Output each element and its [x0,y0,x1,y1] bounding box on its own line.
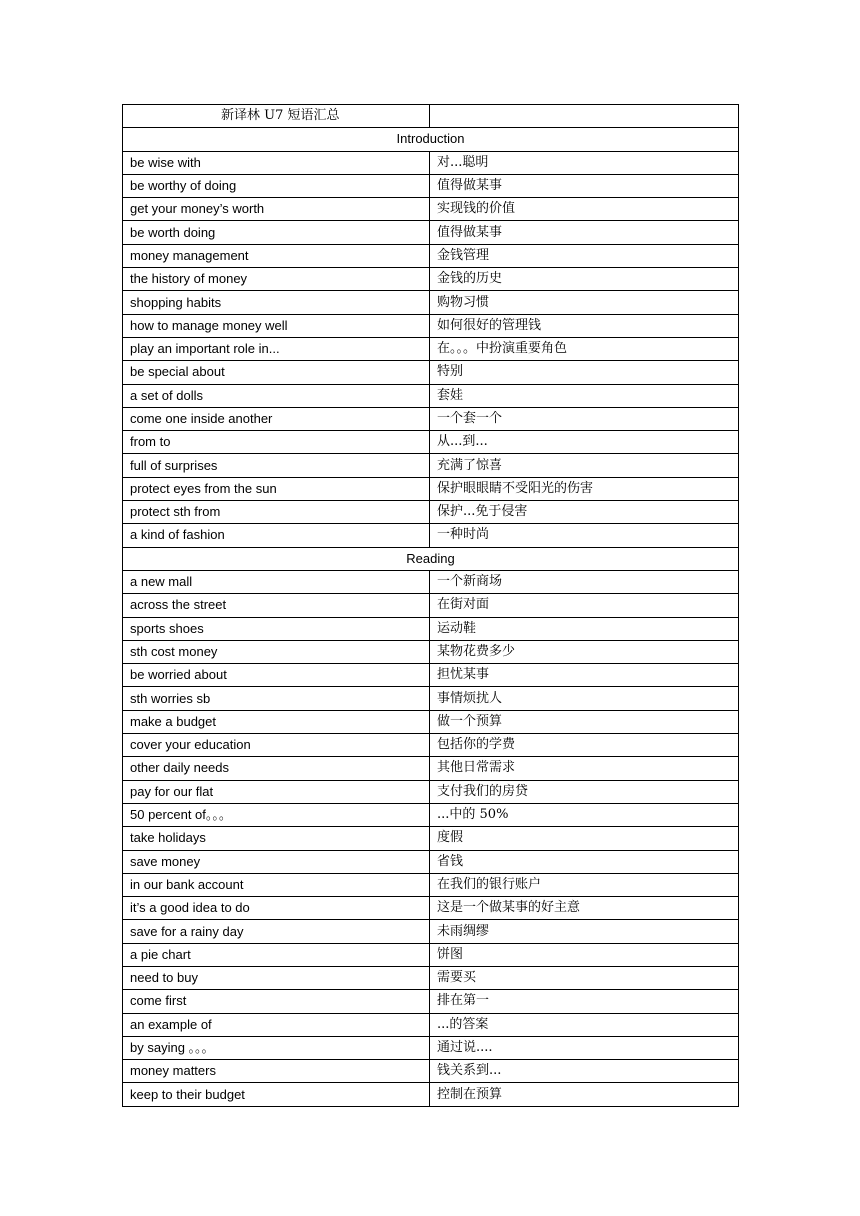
table-row [123,384,739,407]
english-phrase: money management [123,244,430,267]
chinese-meaning: 一个新商场 [430,570,739,593]
chinese-meaning: 通过说.... [430,1036,739,1059]
table-row [123,570,739,593]
table-title: 新译林 U7 短语汇总 [123,105,430,128]
table-row [123,780,739,803]
english-phrase: a pie chart [123,943,430,966]
chinese-meaning: 包括你的学费 [430,734,739,757]
english-phrase: save for a rainy day [123,920,430,943]
chinese-meaning: ...的答案 [430,1013,739,1036]
table-title-right [430,105,739,128]
english-phrase: be worried about [123,664,430,687]
table-row [123,174,739,197]
english-phrase: be worth doing [123,221,430,244]
english-phrase: get your money’s worth [123,198,430,221]
chinese-meaning: 担忧某事 [430,664,739,687]
chinese-meaning: 套娃 [430,384,739,407]
table-row [123,221,739,244]
table-row [123,1083,739,1106]
chinese-meaning: 对...聪明 [430,151,739,174]
chinese-meaning: 度假 [430,827,739,850]
chinese-meaning: 从...到... [430,431,739,454]
chinese-meaning: 金钱管理 [430,244,739,267]
english-phrase: come one inside another [123,407,430,430]
table-row [123,617,739,640]
english-phrase: an example of [123,1013,430,1036]
english-phrase: by saying 。。。 [123,1036,430,1059]
table-row [123,594,739,617]
english-phrase: the history of money [123,268,430,291]
chinese-meaning: 一个套一个 [430,407,739,430]
phrase-table-body [123,105,739,1107]
table-row [123,640,739,663]
table-row [123,291,739,314]
chinese-meaning: 在。。。中扮演重要角色 [430,337,739,360]
english-phrase: be worthy of doing [123,174,430,197]
chinese-meaning: 排在第一 [430,990,739,1013]
english-phrase: money matters [123,1060,430,1083]
english-phrase: keep to their budget [123,1083,430,1106]
english-phrase: take holidays [123,827,430,850]
table-row [123,477,739,500]
chinese-meaning: 省钱 [430,850,739,873]
chinese-meaning: 实现钱的价值 [430,198,739,221]
english-phrase: other daily needs [123,757,430,780]
chinese-meaning: 在街对面 [430,594,739,617]
english-phrase: how to manage money well [123,314,430,337]
table-row [123,850,739,873]
title-row [123,105,739,128]
english-phrase: sports shoes [123,617,430,640]
chinese-meaning: 其他日常需求 [430,757,739,780]
section-heading: Reading [123,547,739,570]
english-phrase: shopping habits [123,291,430,314]
english-phrase: from to [123,431,430,454]
table-row [123,501,739,524]
english-phrase: need to buy [123,966,430,989]
chinese-meaning: 控制在预算 [430,1083,739,1106]
chinese-meaning: 钱关系到... [430,1060,739,1083]
table-row [123,361,739,384]
english-phrase: protect eyes from the sun [123,477,430,500]
table-row [123,827,739,850]
chinese-meaning: 值得做某事 [430,174,739,197]
phrase-table [122,104,739,1107]
section-header-row [123,547,739,570]
chinese-meaning: 值得做某事 [430,221,739,244]
chinese-meaning: 购物习惯 [430,291,739,314]
chinese-meaning: 事情烦扰人 [430,687,739,710]
english-phrase: sth worries sb [123,687,430,710]
chinese-meaning: 未雨绸缪 [430,920,739,943]
table-row [123,244,739,267]
table-row [123,431,739,454]
table-row [123,1036,739,1059]
chinese-meaning: 这是一个做某事的好主意 [430,897,739,920]
table-row [123,1013,739,1036]
table-row [123,990,739,1013]
chinese-meaning: 在我们的银行账户 [430,873,739,896]
chinese-meaning: 做一个预算 [430,710,739,733]
chinese-meaning: ...中的 50% [430,803,739,826]
table-row [123,803,739,826]
english-phrase: cover your education [123,734,430,757]
table-row [123,314,739,337]
chinese-meaning: 一种时尚 [430,524,739,547]
english-phrase: be special about [123,361,430,384]
chinese-meaning: 金钱的历史 [430,268,739,291]
english-phrase: a kind of fashion [123,524,430,547]
chinese-meaning: 保护眼眼睛不受阳光的伤害 [430,477,739,500]
table-row [123,757,739,780]
table-row [123,407,739,430]
english-phrase: a set of dolls [123,384,430,407]
table-row [123,943,739,966]
english-phrase: play an important role in... [123,337,430,360]
table-row [123,1060,739,1083]
english-phrase: a new mall [123,570,430,593]
chinese-meaning: 支付我们的房贷 [430,780,739,803]
english-phrase: make a budget [123,710,430,733]
english-phrase: 50 percent of。。。 [123,803,430,826]
table-row [123,151,739,174]
chinese-meaning: 特别 [430,361,739,384]
section-heading: Introduction [123,128,739,151]
table-row [123,897,739,920]
chinese-meaning: 充满了惊喜 [430,454,739,477]
english-phrase: in our bank account [123,873,430,896]
table-row [123,734,739,757]
table-row [123,198,739,221]
table-row [123,873,739,896]
table-row [123,920,739,943]
english-phrase: full of surprises [123,454,430,477]
table-row [123,524,739,547]
table-row [123,454,739,477]
english-phrase: pay for our flat [123,780,430,803]
english-phrase: be wise with [123,151,430,174]
chinese-meaning: 某物花费多少 [430,640,739,663]
chinese-meaning: 饼图 [430,943,739,966]
english-phrase: come first [123,990,430,1013]
chinese-meaning: 运动鞋 [430,617,739,640]
table-row [123,966,739,989]
section-header-row [123,128,739,151]
chinese-meaning: 保护...免于侵害 [430,501,739,524]
english-phrase: across the street [123,594,430,617]
table-row [123,687,739,710]
table-row [123,337,739,360]
english-phrase: sth cost money [123,640,430,663]
english-phrase: protect sth from [123,501,430,524]
english-phrase: save money [123,850,430,873]
english-phrase: it’s a good idea to do [123,897,430,920]
table-row [123,710,739,733]
table-row [123,664,739,687]
chinese-meaning: 如何很好的管理钱 [430,314,739,337]
table-row [123,268,739,291]
chinese-meaning: 需要买 [430,966,739,989]
